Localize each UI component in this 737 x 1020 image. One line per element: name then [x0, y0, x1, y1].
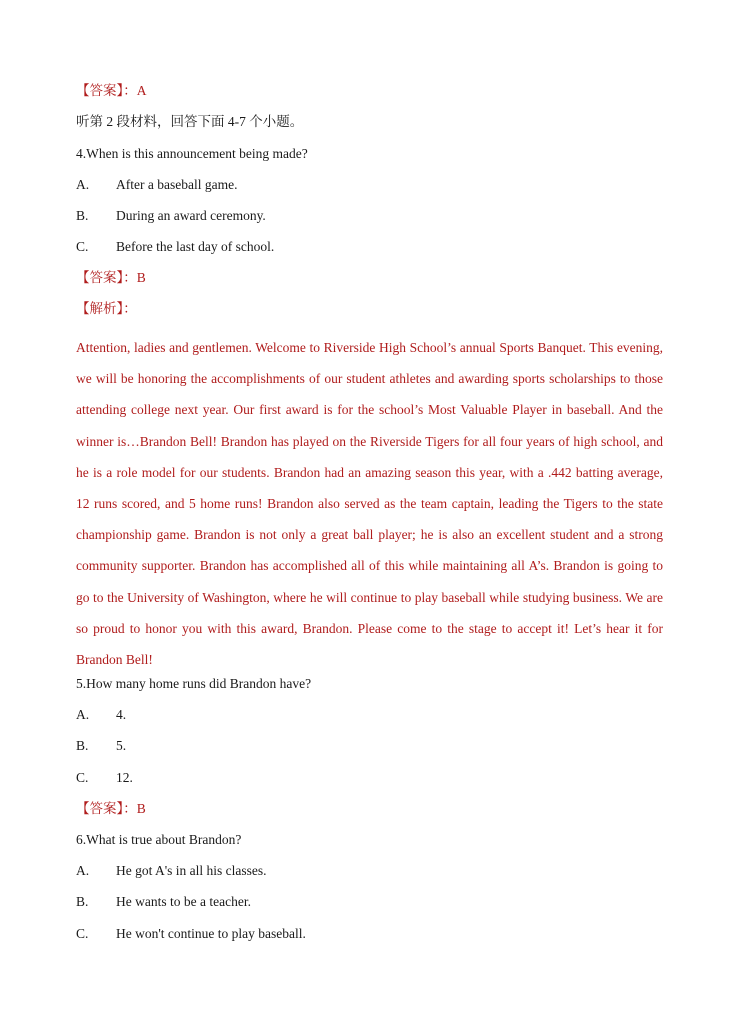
option-text: He won't continue to play baseball. — [116, 926, 306, 941]
option-letter: C. — [76, 239, 89, 254]
option-text: He wants to be a teacher. — [116, 894, 251, 909]
question-5: 5.How many home runs did Brandon have? — [76, 676, 312, 691]
option-text: 4. — [116, 707, 127, 722]
option-text: After a baseball game. — [116, 177, 238, 192]
question-4: 4.When is this announcement being made? — [76, 146, 308, 161]
q5-option-c — [76, 769, 133, 787]
option-text: During an award ceremony. — [116, 208, 266, 223]
q6-option-a — [76, 862, 267, 880]
option-text: 5. — [116, 738, 127, 753]
option-letter: C. — [76, 926, 89, 941]
option-text: He got A's in all his classes. — [116, 863, 267, 878]
q4-option-b — [76, 207, 266, 225]
answer-label-1: 【答案】：A — [76, 83, 147, 98]
question-6: 6.What is true about Brandon? — [76, 832, 242, 847]
answer-label-5: 【答案】：B — [76, 801, 146, 816]
q4-option-c — [76, 238, 274, 256]
option-text: 12. — [116, 770, 133, 785]
section-intro: 听第 2 段材料，回答下面 4-7 个小题。 — [76, 114, 304, 129]
option-letter: A. — [76, 863, 90, 878]
option-text: Before the last day of school. — [116, 239, 275, 254]
option-letter: C. — [76, 770, 89, 785]
option-letter: B. — [76, 208, 89, 223]
option-letter: A. — [76, 707, 90, 722]
option-letter: B. — [76, 738, 89, 753]
q6-option-c — [76, 925, 306, 943]
q4-option-a — [76, 176, 237, 194]
q5-option-b — [76, 737, 126, 755]
transcript-paragraph: Attention, ladies and gentlemen. Welcome to Riverside High School’s annual Sports Banquet. This evening, we will be honoring the accomplishments of our student athletes and awarding sports scholarships to those attending college next year. Our first award is for the school’s Most Valuable Player in baseball. And the winner is…Brandon Bell! Brandon has played on the Riverside Tigers for all four years of high school, and he is a role model for our students. Brandon had an amazing season this year, with a .442 batting average, 12 runs scored, and 5 home runs! Brandon also served as the team captain, leading the Tigers to the state championship game. Brandon is not only a great ball player; he is also an excellent student and a strong community supporter. Brandon has accomplished all of this while maintaining all A’s. Brandon is going to go to the University of Washington, where he will continue to play baseball while studying business. We are so proud to honor you with this award, Brandon. Please come to the stage to accept it! Let’s hear it for Brandon Bell! — [76, 340, 663, 668]
analysis-label: 【解析】： — [76, 301, 137, 316]
answer-label-4: 【答案】：B — [76, 270, 146, 285]
q6-option-b — [76, 893, 251, 911]
q5-option-a — [76, 706, 126, 724]
option-letter: B. — [76, 894, 89, 909]
option-letter: A. — [76, 177, 90, 192]
